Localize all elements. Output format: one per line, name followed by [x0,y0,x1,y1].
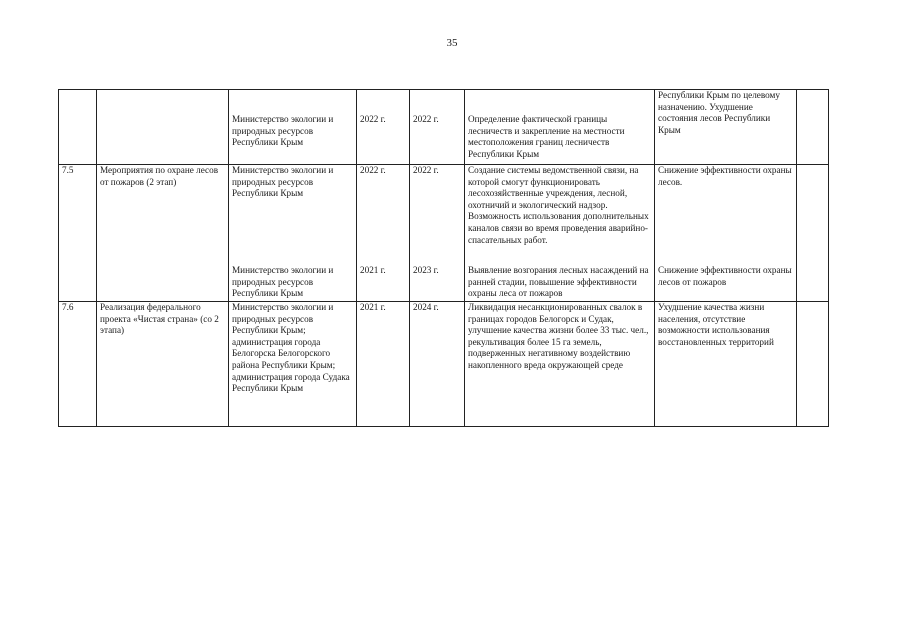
cell-note [797,302,829,427]
cell-executor: Министерство экологии и природных ресурсов Республики Крым [229,90,357,165]
result-entry: Создание системы ведомственной связи, на которой смогут функционировать лесохозяйственные учреждения, лесной, охотничий и экологический надзор. Возможность использования дополнительных каналов связи во время проведения аварийно-спасательных работ. [468,165,649,245]
cell-risk [655,165,797,302]
risk-entry: Снижение эффективности охраны лесов от пожаров [658,265,792,287]
cell-end [410,165,465,302]
cell-num: 7.6 [59,302,97,427]
cell-name [97,90,229,165]
cell-num [59,90,97,165]
cell-start [357,165,410,302]
cell-executor: Министерство экологии и природных ресурсов Республики Крым; администрация города Белогорска Белогорского района Республики Крым; администрация города Судака Республики Крым [229,302,357,427]
cell-result [465,165,655,302]
cell-risk: Республики Крым по целевому назначению. Ухудшение состояния лесов Республики Крым [655,90,797,165]
table-row [59,165,829,302]
end-entry: 2022 г. [413,165,439,175]
result-entry: Выявление возгорания лесных насаждений на ранней стадии, повышение эффективности охраны леса от пожаров [468,265,649,299]
cell-note [797,165,829,302]
measures-table [58,89,829,427]
start-entry: 2022 г. [360,165,386,175]
cell-executor [229,165,357,302]
cell-risk: Ухудшение качества жизни населения, отсутствие возможности использования восстановленных территорий [655,302,797,427]
cell-result: Определение фактической границы лесничеств и закрепление на местности местоположения границ лесничеств Республики Крым [465,90,655,165]
cell-name: Реализация федерального проекта «Чистая страна» (со 2 этапа) [97,302,229,427]
cell-note [797,90,829,165]
executor-entry: Министерство экологии и природных ресурсов Республики Крым [232,165,334,199]
cell-end: 2022 г. [410,90,465,165]
cell-start: 2022 г. [357,90,410,165]
cell-result: Ликвидация несанкционированных свалок в границах городов Белогорск и Судак, улучшение качества жизни более 33 тыс. чел., рекультивация более 15 га земель, подверженных негативному воздействию накопленного вреда окружающей среде [465,302,655,427]
table-row [59,302,829,427]
end-entry: 2023 г. [413,265,439,275]
start-entry: 2021 г. [360,265,386,275]
cell-end: 2024 г. [410,302,465,427]
cell-name: Мероприятия по охране лесов от пожаров (2 этап) [97,165,229,302]
cell-start: 2021 г. [357,302,410,427]
cell-num: 7.5 [59,165,97,302]
risk-entry: Снижение эффективности охраны лесов. [658,165,792,187]
page-number: 35 [446,37,458,49]
table-row [59,90,829,165]
executor-entry: Министерство экологии и природных ресурсов Республики Крым [232,265,334,299]
